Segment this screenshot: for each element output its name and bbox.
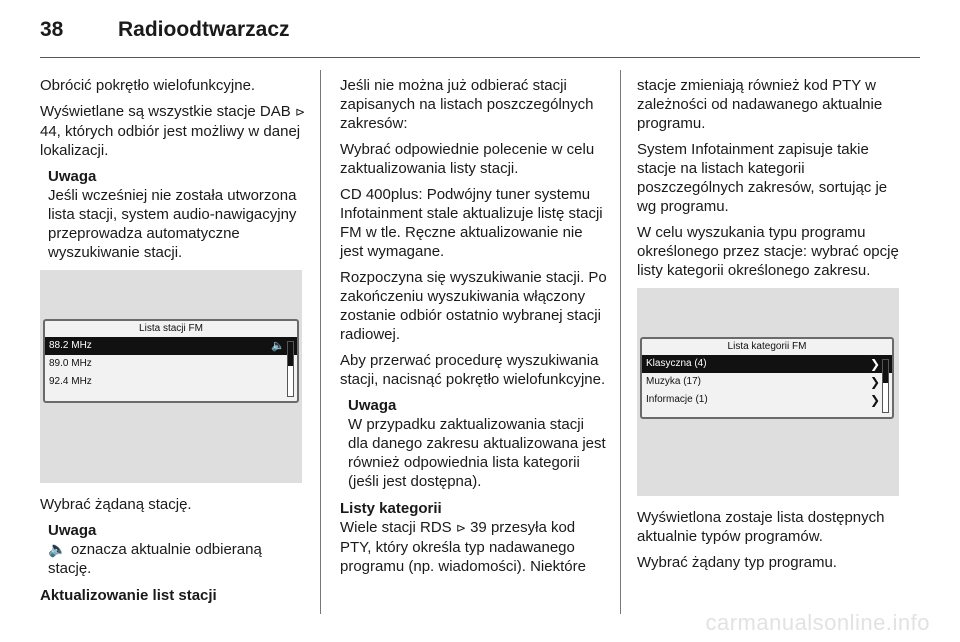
paragraph: Obrócić pokrętło wielofunkcyjne. (40, 77, 256, 94)
panel-title: Lista kategorii FM (727, 341, 807, 352)
paragraph: Rozpoczyna się wyszukiwanie stacji. Po zakończeniu wyszukiwania włączony zostanie odbiór ostatnio wybranej stacji radiowej. (340, 269, 607, 343)
paragraph: Jeśli nie można już odbierać stacji zapisanych na listach poszczególnych zakresów: (340, 77, 594, 132)
paragraph: Wyświetlane są wszystkie stacje DAB ⊳ 44, których odbiór jest możliwy w danej lokalizacji. (40, 103, 306, 159)
column-divider-2 (620, 70, 621, 614)
note-box (348, 396, 608, 491)
watermark: carmanualsonline.info (705, 610, 930, 635)
paragraph: Wybrać żądaną stację. (40, 496, 192, 513)
page-reference-icon: ⊳ (455, 521, 466, 535)
page-header (40, 18, 290, 50)
note-text: oznacza aktualnie odbieraną stację. (48, 541, 262, 577)
note-title: Uwaga (48, 522, 97, 539)
section-block: Listy kategorii Wiele stacji RDS ⊳ 39 przesyła kod PTY, który określa typ nadawanego programu (np. wiadomości). Niektóre (340, 499, 608, 576)
note-title: Uwaga (48, 168, 97, 185)
station-list-panel (43, 319, 299, 403)
note-text: Jeśli wcześniej nie została utworzona lista stacji, system audio-nawigacyjny przeprowadza automatyczne wyszukiwanie stacji. (48, 187, 297, 261)
scrollbar (287, 341, 294, 397)
section-heading: Listy kategorii (340, 500, 442, 517)
note-title: Uwaga (348, 397, 397, 414)
list-item: Informacje (1) ❯ (646, 393, 880, 407)
chapter-title: Radioodtwarzacz (118, 18, 290, 41)
category-list-panel (640, 337, 894, 419)
scrollbar (882, 359, 889, 413)
paragraph: Wybrać żądany typ programu. (637, 554, 837, 571)
paragraph: stacje zmieniają również kod PTY w zależności od nadawanego aktualnie programu. (637, 77, 883, 132)
list-item: Muzyka (17) ❯ (646, 375, 880, 389)
chevron-right-icon: ❯ (869, 393, 880, 407)
note-text: W przypadku zaktualizowania stacji dla danego zakresu aktualizowana jest również odpowiednia lista kategorii (jeśli jest dostępna). (348, 416, 606, 490)
speaker-icon: 🔈 (271, 340, 285, 352)
note-box (48, 167, 308, 262)
note-box (48, 521, 308, 578)
chevron-right-icon: ❯ (869, 375, 880, 389)
speaker-icon: 🔈 (48, 541, 67, 558)
panel-title: Lista stacji FM (139, 323, 203, 334)
column-3 (637, 76, 905, 579)
header-rule (40, 57, 920, 58)
paragraph: System Infotainment zapisuje takie stacje na listach kategorii poszczególnych zakresów, sortując je wg programu. (637, 141, 888, 215)
list-item: 88.2 MHz 🔈 (45, 337, 297, 355)
list-item: 89.0 MHz (49, 358, 92, 369)
paragraph: Aby przerwać procedurę wyszukiwania stacji, nacisnąć pokrętło wielofunkcyjne. (340, 352, 606, 388)
paragraph: W celu wyszukania typu programu określonego przez stacje: wybrać opcję listy kategorii określonego zakresu. (637, 224, 899, 279)
paragraph: Wyświetlona zostaje lista dostępnych aktualnie typów programów. (637, 509, 885, 545)
chevron-right-icon: ❯ (869, 357, 880, 371)
list-item: 92.4 MHz (49, 376, 92, 387)
paragraph: CD 400plus: Podwójny tuner systemu Infotainment stale aktualizuje listę stacji FM w tle. Ręczne aktualizowanie nie jest wymagane. (340, 186, 603, 260)
category-list-screenshot (637, 288, 899, 496)
section-heading: Aktualizowanie list stacji (40, 587, 217, 604)
column-divider-1 (320, 70, 321, 614)
column-2 (340, 76, 608, 576)
column-1 (40, 76, 308, 612)
paragraph: Wybrać odpowiednie polecenie w celu zaktualizowania listy stacji. (340, 141, 595, 177)
page-number: 38 (40, 18, 64, 41)
station-list-screenshot (40, 270, 302, 483)
page-reference-icon: ⊳ (294, 105, 306, 119)
list-item: Klasyczna (4) ❯ (642, 355, 892, 373)
